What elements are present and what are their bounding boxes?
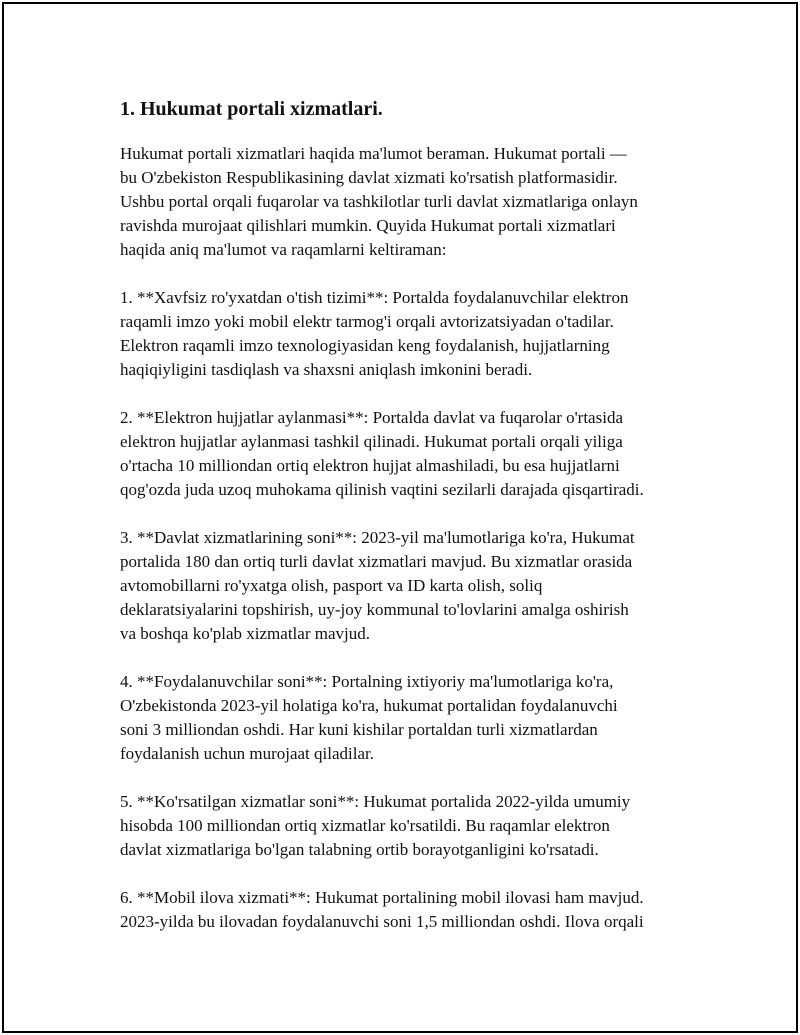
item-paragraph-4: [120, 670, 700, 766]
document-title: 1. Hukumat portali xizmatlari.: [120, 98, 383, 120]
text-line: foydalanish uchun murojaat qiladilar.: [120, 744, 374, 763]
item-paragraph-2: [120, 406, 700, 502]
text-line: 2023-yilda bu ilovadan foydalanuvchi soni 1,5 milliondan oshdi. Ilova orqali: [120, 912, 644, 931]
text-line: deklaratsiyalarini topshirish, uy-joy kommunal to'lovlarini amalga oshirish: [120, 600, 629, 619]
text-line: bu O'zbekiston Respublikasining davlat xizmati ko'rsatish platformasidir.: [120, 168, 618, 187]
item-paragraph-3: [120, 526, 700, 646]
item-paragraph-1: [120, 286, 700, 382]
text-line: 4. **Foydalanuvchilar soni**: Portalning ixtiyoriy ma'lumotlariga ko'ra,: [120, 672, 614, 691]
document-page: [2, 2, 798, 1033]
text-line: elektron hujjatlar aylanmasi tashkil qilinadi. Hukumat portali orqali yiliga: [120, 432, 623, 451]
text-line: 2. **Elektron hujjatlar aylanmasi**: Portalda davlat va fuqarolar o'rtasida: [120, 408, 623, 427]
text-line: Elektron raqamli imzo texnologiyasidan keng foydalanish, hujjatlarning: [120, 336, 610, 355]
text-line: haqida aniq ma'lumot va raqamlarni keltiraman:: [120, 240, 447, 259]
text-line: Ushbu portal orqali fuqarolar va tashkilotlar turli davlat xizmatlariga onlayn: [120, 192, 638, 211]
text-line: o'rtacha 10 milliondan ortiq elektron hujjat almashiladi, bu esa hujjatlarni: [120, 456, 620, 475]
text-line: 6. **Mobil ilova xizmati**: Hukumat portalining mobil ilovasi ham mavjud.: [120, 888, 644, 907]
text-line: soni 3 milliondan oshdi. Har kuni kishilar portaldan turli xizmatlardan: [120, 720, 598, 739]
text-line: Hukumat portali xizmatlari haqida ma'lumot beraman. Hukumat portali —: [120, 144, 627, 163]
text-line: hisobda 100 milliondan ortiq xizmatlar ko'rsatildi. Bu raqamlar elektron: [120, 816, 610, 835]
text-line: avtomobillarni ro'yxatga olish, pasport va ID karta olish, soliq: [120, 576, 543, 595]
text-line: O'zbekistonda 2023-yil holatiga ko'ra, hukumat portalidan foydalanuvchi: [120, 696, 618, 715]
text-line: qog'ozda juda uzoq muhokama qilinish vaqtini sezilarli darajada qisqartiradi.: [120, 480, 644, 499]
item-paragraph-6: [120, 886, 700, 934]
text-line: 3. **Davlat xizmatlarining soni**: 2023-yil ma'lumotlariga ko'ra, Hukumat: [120, 528, 635, 547]
text-line: 1. **Xavfsiz ro'yxatdan o'tish tizimi**: Portalda foydalanuvchilar elektron: [120, 288, 629, 307]
text-line: davlat xizmatlariga bo'lgan talabning ortib borayotganligini ko'rsatadi.: [120, 840, 599, 859]
text-line: haqiqiyligini tasdiqlash va shaxsni aniqlash imkonini beradi.: [120, 360, 533, 379]
text-line: 5. **Ko'rsatilgan xizmatlar soni**: Hukumat portalida 2022-yilda umumiy: [120, 792, 631, 811]
text-line: ravishda murojaat qilishlari mumkin. Quyida Hukumat portali xizmatlari: [120, 216, 616, 235]
item-paragraph-5: [120, 790, 700, 862]
document-content: [120, 96, 700, 958]
text-line: portalida 180 dan ortiq turli davlat xizmatlari mavjud. Bu xizmatlar orasida: [120, 552, 633, 571]
text-line: va boshqa ko'plab xizmatlar mavjud.: [120, 624, 370, 643]
intro-paragraph: [120, 142, 700, 262]
text-line: raqamli imzo yoki mobil elektr tarmog'i orqali avtorizatsiyadan o'tadilar.: [120, 312, 614, 331]
